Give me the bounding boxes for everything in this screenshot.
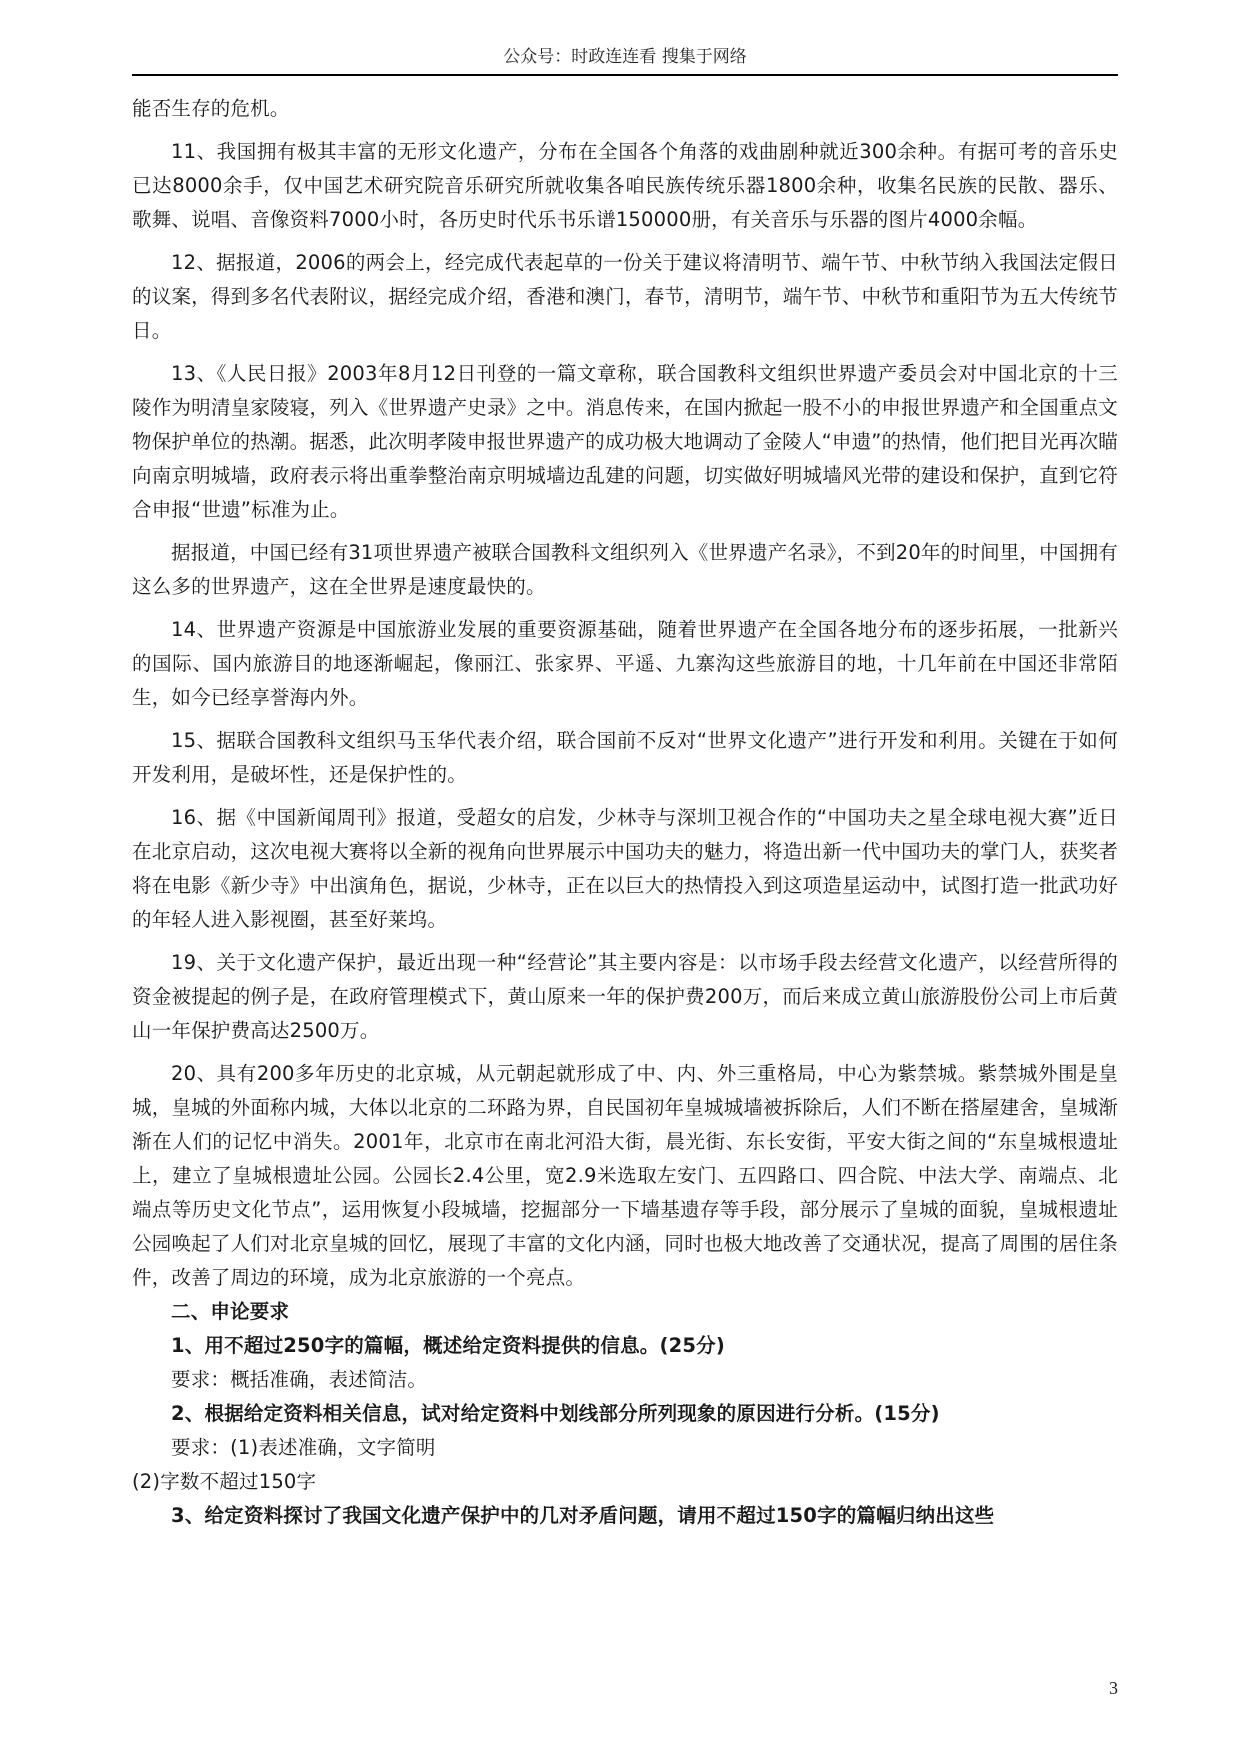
paragraph-20: 20、具有200多年历史的北京城，从元朝起就形成了中、内、外三重格局，中心为紫禁城。紫禁城外围是皇城，皇城的外面称内城，大体以北京的二环路为界，自民国初年皇城城墙被拆除后，人们不断在搭屋建舍，皇城渐渐在人们的记忆中消失。2001年，北京市在南北河沿大街，晨光街、东长安街，平安大街之间的“东皇城根遗址上，建立了皇城根遗址公园。公园长2.4公里，宽2.9米选取左安门、五四路口、四合院、中法大学、南端点、北端点等历史文化节点”，运用恢复小段城墙，挖掘部分一下墙基遗存等手段，部分展示了皇城的面貌，皇城根遗址公园唤起了人们对北京皇城的回忆，展现了丰富的文化内涵，同时也极大地改善了交通状况，提高了周围的居住条件，改善了周边的环境，成为北京旅游的一个亮点。	[132, 1062, 1118, 1289]
document-body	[132, 92, 1118, 1533]
paragraph-11: 11、我国拥有极其丰富的无形文化遗产，分布在全国各个角落的戏曲剧种就近300余种。有据可考的音乐史已达8000余手，仅中国艺术研究院音乐研究所就收集各咱民族传统乐器1800余种，收集名民族的民散、器乐、歌舞、说唱、音像资料7000小时，各历史时代乐书乐谱150000册，有关音乐与乐器的图片4000余幅。	[132, 140, 1118, 231]
page-number: 3	[1109, 1678, 1118, 1698]
paragraph-13-report: 据报道，中国已经有31项世界遗产被联合国教科文组织列入《世界遗产名录》，不到20年的时间里，中国拥有这么多的世界遗产，这在全世界是速度最快的。	[132, 541, 1118, 598]
paragraph-16: 16、据《中国新闻周刊》报道，受超女的启发，少林寺与深圳卫视合作的“中国功夫之星全球电视大赛”近日在北京启动，这次电视大赛将以全新的视角向世界展示中国功夫的魅力，将造出新一代中国功夫的掌门人，获奖者将在电影《新少寺》中出演角色，据说，少林寺，正在以巨大的热情投入到这项造星运动中，试图打造一批武功好的年轻人进入影视圈，甚至好莱坞。	[132, 806, 1118, 931]
paragraph-continuation: 能否生存的危机。	[132, 97, 290, 120]
paragraph-14: 14、世界遗产资源是中国旅游业发展的重要资源基础，随着世界遗产在全国各地分布的逐步拓展，一批新兴的国际、国内旅游目的地逐渐崛起，像丽江、张家界、平遥、九寨沟这些旅游目的地，十几年前在中国还非常陌生，如今已经享誉海内外。	[132, 618, 1118, 709]
paragraph-15: 15、据联合国教科文组织马玉华代表介绍，联合国前不反对“世界文化遗产”进行开发和利用。关键在于如何开发利用，是破坏性，还是保护性的。	[132, 729, 1118, 786]
question-1-requirement: 要求：概括准确，表述简洁。	[171, 1368, 428, 1391]
paragraph-19: 19、关于文化遗产保护，最近出现一种“经营论”其主要内容是：以市场手段去经营文化遗产，以经营所得的资金被提起的例子是，在政府管理模式下，黄山原来一年的保护费200万，而后来成立黄山旅游股份公司上市后黄山一年保护费高达2500万。	[132, 951, 1118, 1042]
page-header: 公众号：时政连连看 搜集于网络	[132, 44, 1118, 76]
paragraph-12: 12、据报道，2006的两会上，经完成代表起草的一份关于建议将清明节、端午节、中秋节纳入我国法定假日的议案，得到多名代表附议，据经完成介绍，香港和澳门，春节，清明节，端午节、中秋节和重阳节为五大传统节日。	[132, 251, 1118, 342]
question-2-requirement-1: 要求：(1)表述准确，文字简明	[171, 1436, 436, 1459]
requirements-heading: 二、申论要求	[171, 1300, 290, 1323]
question-2: 2、根据给定资料相关信息，试对给定资料中划线部分所列现象的原因进行分析。(15分)	[171, 1402, 940, 1425]
paragraph-13: 13、《人民日报》2003年8月12日刊登的一篇文章称，联合国教科文组织世界遗产委员会对中国北京的十三陵作为明清皇家陵寝，列入《世界遗产史录》之中。消息传来，在国内掀起一股不小的申报世界遗产和全国重点文物保护单位的热潮。据悉，此次明孝陵申报世界遗产的成功极大地调动了金陵人“申遗”的热情，他们把目光再次瞄向南京明城墙，政府表示将出重拳整治南京明城墙边乱建的问题，切实做好明城墙风光带的建设和保护，直到它符合申报“世遗”标准为止。	[132, 362, 1118, 521]
question-1: 1、用不超过250字的篇幅，概述给定资料提供的信息。(25分)	[171, 1334, 725, 1357]
question-2-requirement-2: (2)字数不超过150字	[132, 1470, 317, 1493]
question-3: 3、给定资料探讨了我国文化遗产保护中的几对矛盾问题，请用不超过150字的篇幅归纳出这些	[171, 1504, 995, 1527]
